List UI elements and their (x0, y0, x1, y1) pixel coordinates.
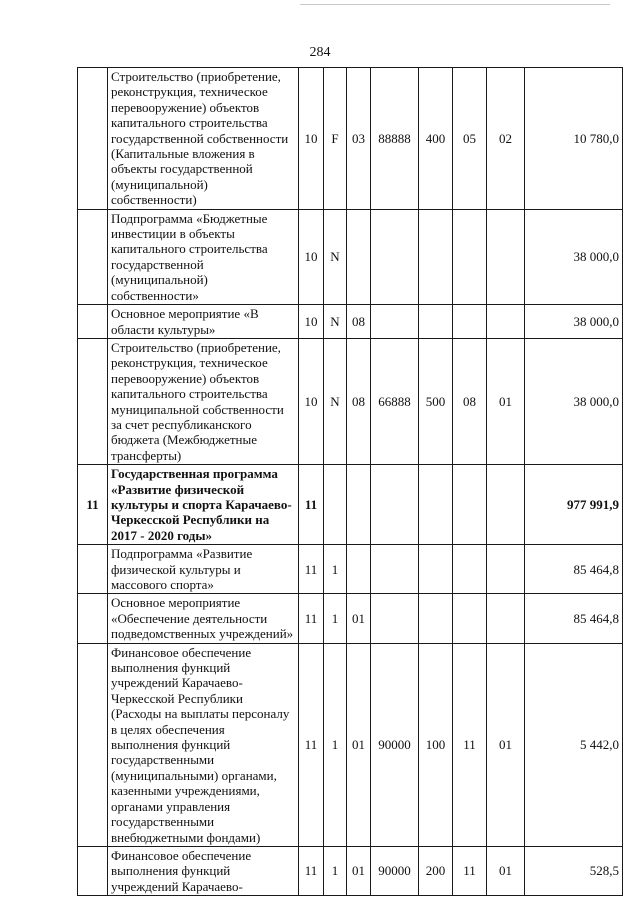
amount-cell: 38 000,0 (525, 338, 623, 464)
code-cell-measure: 08 (347, 305, 371, 339)
code-cell-section: 11 (453, 643, 487, 846)
code-cell-expense-type (419, 465, 453, 545)
code-cell-subprogram: 1 (324, 594, 347, 643)
budget-table (77, 67, 623, 896)
row-number-cell (78, 643, 108, 846)
row-number-cell (78, 68, 108, 210)
code-cell-expense-type: 500 (419, 338, 453, 464)
code-cell-subprogram: N (324, 209, 347, 304)
row-name-cell: Подпрограмма «Бюджетные инвестиции в объекты капитального строительства государственной (муниципальной) собственности» (108, 209, 299, 304)
row-number-cell (78, 846, 108, 895)
code-cell-subprogram: 1 (324, 545, 347, 594)
table-row (78, 643, 623, 846)
row-number-cell (78, 338, 108, 464)
row-name-cell: Строительство (приобретение, реконструкция, техническое перевооружение) объектов капитального строительства муниципальной собственности за счет республиканского бюджета (Межбюджетные трансферты) (108, 338, 299, 464)
code-cell-expense-type (419, 305, 453, 339)
row-number-cell (78, 545, 108, 594)
code-cell-section (453, 465, 487, 545)
row-number-cell (78, 305, 108, 339)
code-cell-subsection (487, 209, 525, 304)
code-cell-program: 10 (299, 209, 324, 304)
row-name-cell: Основное мероприятие «В области культуры» (108, 305, 299, 339)
table-row (78, 594, 623, 643)
code-cell-direction: 66888 (371, 338, 419, 464)
page-number: 284 (309, 45, 331, 60)
code-cell-subsection: 01 (487, 338, 525, 464)
code-cell-subsection (487, 305, 525, 339)
row-name-cell: Основное мероприятие «Обеспечение деятельности подведомственных учреждений» (108, 594, 299, 643)
code-cell-expense-type: 200 (419, 846, 453, 895)
code-cell-subprogram: N (324, 338, 347, 464)
row-name-cell: Строительство (приобретение, реконструкция, техническое перевооружение) объектов капитального строительства государственной собственности (Капитальные вложения в объекты государственной (муниципальной) собственности) (108, 68, 299, 210)
amount-cell: 85 464,8 (525, 545, 623, 594)
code-cell-direction (371, 545, 419, 594)
row-name-cell: Подпрограмма «Развитие физической культуры и массового спорта» (108, 545, 299, 594)
code-cell-subprogram: 1 (324, 643, 347, 846)
code-cell-section: 05 (453, 68, 487, 210)
table-row (78, 68, 623, 210)
code-cell-program: 11 (299, 545, 324, 594)
code-cell-program: 11 (299, 846, 324, 895)
amount-cell: 38 000,0 (525, 209, 623, 304)
code-cell-subprogram: 1 (324, 846, 347, 895)
row-number-cell: 11 (78, 465, 108, 545)
amount-cell: 85 464,8 (525, 594, 623, 643)
code-cell-measure (347, 465, 371, 545)
amount-cell: 977 991,9 (525, 465, 623, 545)
table-row (78, 465, 623, 545)
code-cell-direction: 88888 (371, 68, 419, 210)
row-name-cell: Финансовое обеспечение выполнения функций учреждений Карачаево-Черкесской Республики (Расходы на выплаты персоналу в целях обеспечения выполнения функций государственными (муниципальными) органами, казенными учреждениями, органами управления государственными внебюджетными фондами) (108, 643, 299, 846)
code-cell-direction (371, 209, 419, 304)
code-cell-measure (347, 545, 371, 594)
top-scan-line (300, 4, 610, 5)
code-cell-measure: 01 (347, 594, 371, 643)
code-cell-section: 11 (453, 846, 487, 895)
code-cell-measure: 01 (347, 846, 371, 895)
table-row (78, 305, 623, 339)
code-cell-program: 10 (299, 338, 324, 464)
row-number-cell (78, 594, 108, 643)
code-cell-expense-type (419, 209, 453, 304)
code-cell-subprogram (324, 465, 347, 545)
code-cell-direction (371, 305, 419, 339)
code-cell-measure (347, 209, 371, 304)
code-cell-program: 11 (299, 594, 324, 643)
code-cell-direction: 90000 (371, 643, 419, 846)
code-cell-subsection: 01 (487, 643, 525, 846)
code-cell-measure: 08 (347, 338, 371, 464)
code-cell-expense-type (419, 545, 453, 594)
row-number-cell (78, 209, 108, 304)
code-cell-expense-type: 400 (419, 68, 453, 210)
amount-cell: 38 000,0 (525, 305, 623, 339)
code-cell-direction (371, 465, 419, 545)
code-cell-program: 11 (299, 643, 324, 846)
code-cell-section (453, 305, 487, 339)
table-row (78, 545, 623, 594)
table-row (78, 209, 623, 304)
table-row (78, 338, 623, 464)
code-cell-subprogram: N (324, 305, 347, 339)
code-cell-section (453, 594, 487, 643)
code-cell-subsection: 02 (487, 68, 525, 210)
amount-cell: 528,5 (525, 846, 623, 895)
row-name-cell: Государственная программа «Развитие физической культуры и спорта Карачаево-Черкесской Республики на 2017 - 2020 годы» (108, 465, 299, 545)
code-cell-program: 10 (299, 305, 324, 339)
row-name-cell: Финансовое обеспечение выполнения функций учреждений Карачаево- (108, 846, 299, 895)
code-cell-subsection (487, 594, 525, 643)
code-cell-subprogram: F (324, 68, 347, 210)
code-cell-measure: 01 (347, 643, 371, 846)
code-cell-program: 11 (299, 465, 324, 545)
code-cell-section (453, 209, 487, 304)
code-cell-subsection (487, 465, 525, 545)
table-row (78, 846, 623, 895)
code-cell-expense-type (419, 594, 453, 643)
code-cell-subsection (487, 545, 525, 594)
code-cell-direction (371, 594, 419, 643)
code-cell-section (453, 545, 487, 594)
amount-cell: 5 442,0 (525, 643, 623, 846)
code-cell-direction: 90000 (371, 846, 419, 895)
code-cell-section: 08 (453, 338, 487, 464)
code-cell-subsection: 01 (487, 846, 525, 895)
code-cell-measure: 03 (347, 68, 371, 210)
amount-cell: 10 780,0 (525, 68, 623, 210)
code-cell-program: 10 (299, 68, 324, 210)
code-cell-expense-type: 100 (419, 643, 453, 846)
